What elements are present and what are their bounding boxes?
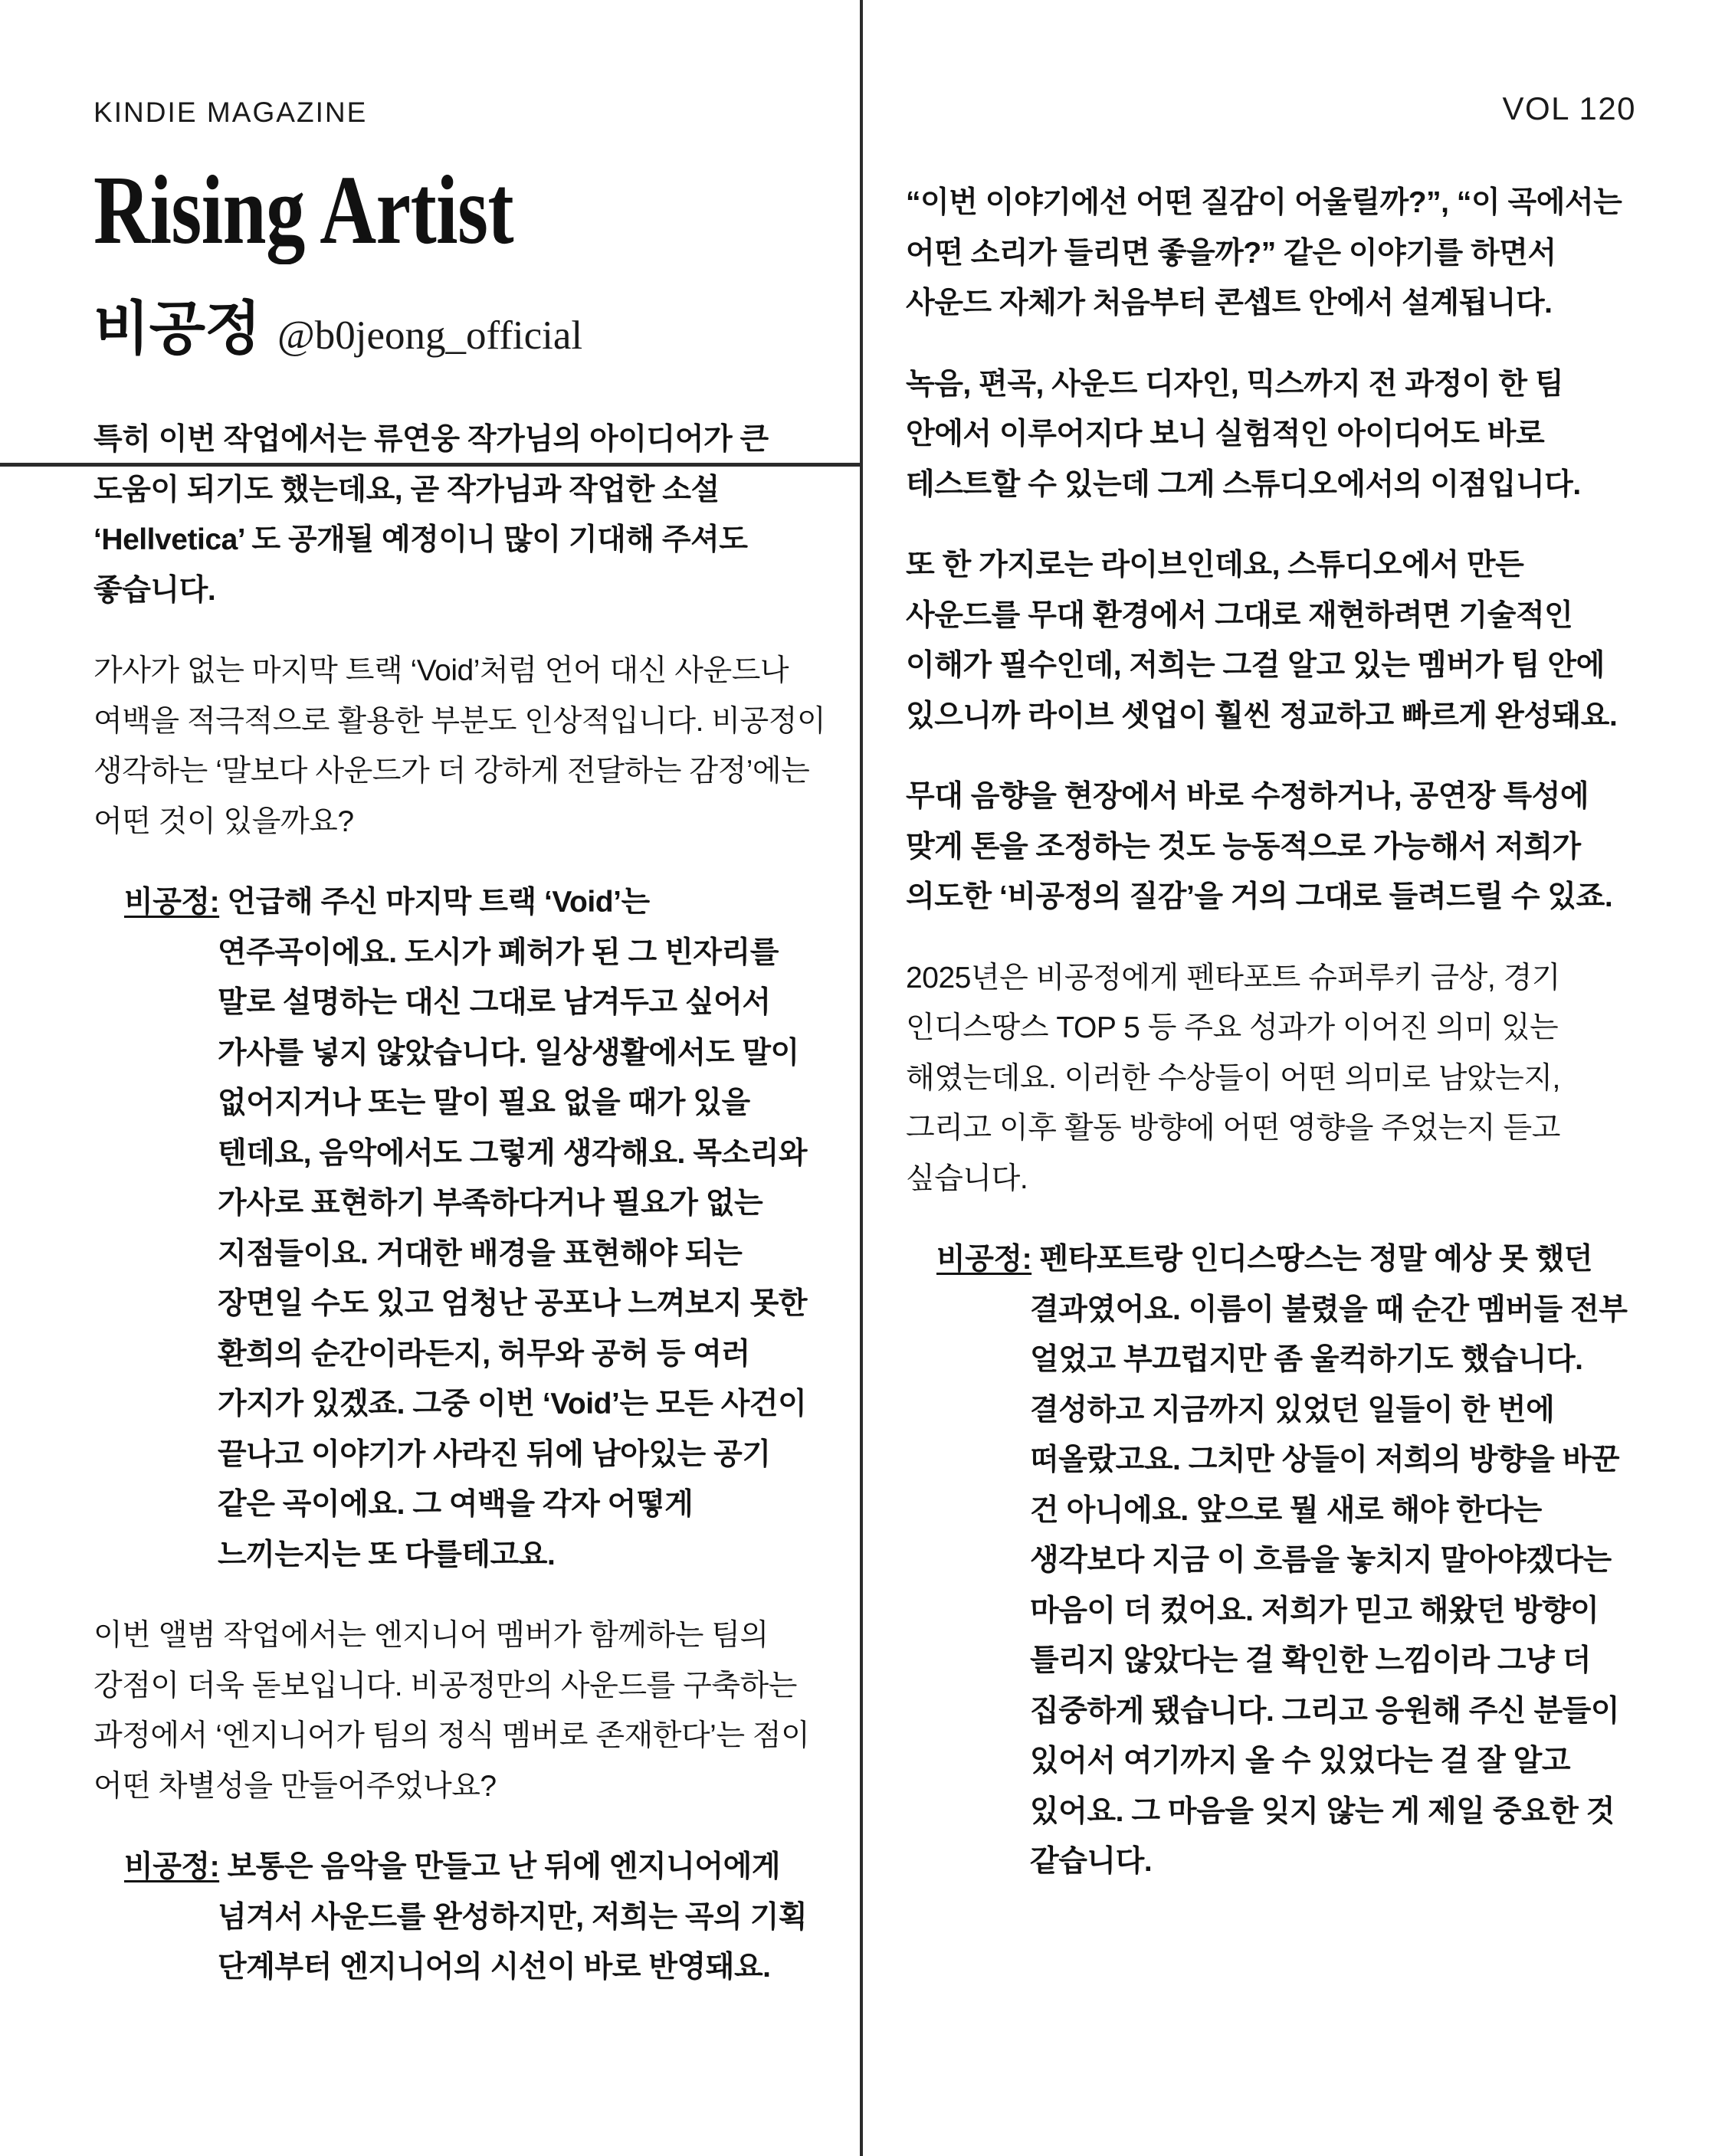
interview-answer: 비공정: 언급해 주신 마지막 트랙 ‘Void’는 연주곡이에요. 도시가 폐허가 된 그 빈자리를 말로 설명하는 대신 그대로 남겨두고 싶어서 가사를 넣지 않았습니다. 일상생활에서도 말이 없어지거나 또는 말이 필요 없을 때가 있을 텐데요, 음악에서도 그렇게 생각해요. 목소리와 가사로 표현하기 부족하다거나 필요가 없는 지점들이요. 거대한 배경을 표현해야 되는 장면일 수도 있고 엄청난 공포나 느껴보지 못한 환희의 순간이라든지, 허무와 공허 등 여러 가지가 있겠죠. 그중 이번 ‘Void’는 모든 사건이 끝나고 이야기가 사라진 뒤에 남아있는 공기 같은 곡이에요. 그 여백을 각자 어떻게 느끼는지는 또 다를테고요. bbox=[124, 886, 808, 1571]
interview-answer: “이번 이야기에선 어떤 질감이 어울릴까?”, “이 곡에서는 어떤 소리가 들리면 좋을까?” 같은 이야기를 하면서 사운드 자체가 처음부터 콘셉트 안에서 설계됩니다. bbox=[906, 186, 1622, 320]
interview-answer: 비공정: 펜타포트랑 인디스땅스는 정말 예상 못 했던 결과였어요. 이름이 불렸을 때 순간 멤버들 전부 얼었고 부끄럽지만 좀 울컥하기도 했습니다. 결성하고 지금까지 있었던 일들이 한 번에 떠올랐고요. 그치만 상들이 저희의 방향을 바꾼 건 아니에요. 앞으로 뭘 새로 해야 한다는 생각보다 지금 이 흐름을 놓치지 말아야겠다는 마음이 더 컸어요. 저희가 믿고 해왔던 방향이 틀리지 않았다는 걸 확인한 느낌이라 그냥 더 집중하게 됐습니다. 그리고 응원해 주신 분들이 있어서 여기까지 올 수 있었다는 걸 잘 알고 있어요. 그 마음을 잊지 않는 게 제일 중요한 것 같습니다. bbox=[936, 1243, 1628, 1879]
left-column-body bbox=[93, 414, 829, 1993]
speaker-label: 비공정: bbox=[124, 1850, 220, 1884]
interview-answer: 또 한 가지로는 라이브인데요, 스튜디오에서 만든 사운드를 무대 환경에서 그대로 재현하려면 기술적인 이해가 필수인데, 저희는 그걸 알고 있는 멤버가 팀 안에 있으니까 라이브 셋업이 훨씬 정교하고 빠르게 완성돼요. bbox=[906, 549, 1618, 732]
right-column bbox=[860, 0, 1725, 2156]
right-column-body bbox=[906, 178, 1636, 1887]
interview-question: 2025년은 비공정에게 펜타포트 슈퍼루키 금상, 경기 인디스땅스 TOP 5 등 주요 성과가 이어진 의미 있는 해였는데요. 이러한 수상들이 어떤 의미로 남았는지, 그리고 이후 활동 방향에 어떤 영향을 주었는지 듣고 싶습니다. bbox=[906, 961, 1561, 1195]
interview-answer: 녹음, 편곡, 사운드 디자인, 믹스까지 전 과정이 한 팀 안에서 이루어지다 보니 실험적인 아이디어도 바로 테스트할 수 있는데 그게 스튜디오에서의 이점입니다. bbox=[906, 367, 1581, 501]
page-title: Rising Artist bbox=[93, 156, 514, 264]
speaker-label: 비공정: bbox=[936, 1243, 1032, 1276]
interview-question: 가사가 없는 마지막 트랙 ‘Void’처럼 언어 대신 사운드나 여백을 적극적으로 활용한 부분도 인상적입니다. 비공정이 생각하는 ‘말보다 사운드가 더 강하게 전달하는 감정’에는 어떤 것이 있을까요? bbox=[93, 654, 826, 838]
artist-name: 비공정 bbox=[93, 297, 261, 362]
left-column bbox=[0, 0, 860, 2156]
interview-answer: 비공정: 보통은 음악을 만들고 난 뒤에 엔지니어에게 넘겨서 사운드를 완성하지만, 저희는 곡의 기획 단계부터 엔지니어의 시선이 바로 반영돼요. bbox=[124, 1850, 808, 1984]
speaker-label: 비공정: bbox=[124, 886, 220, 919]
volume-number: VOL 120 bbox=[1502, 90, 1636, 126]
artist-handle: @b0jeong_official bbox=[277, 313, 583, 358]
artist-byline bbox=[93, 282, 829, 365]
publication-name: KINDIE MAGAZINE bbox=[93, 97, 368, 128]
interview-answer: 특히 이번 작업에서는 류연웅 작가님의 아이디어가 큰 도움이 되기도 했는데요, 곧 작가님과 작업한 소설 ‘Hellvetica’ 도 공개될 예정이니 많이 기대해 주셔도 좋습니다. bbox=[93, 423, 769, 607]
interview-answer: 무대 음향을 현장에서 바로 수정하거나, 공연장 특성에 맞게 톤을 조정하는 것도 능동적으로 가능해서 저희가 의도한 ‘비공정의 질감’을 거의 그대로 들려드릴 수 있죠. bbox=[906, 780, 1613, 914]
interview-question: 이번 앨범 작업에서는 엔지니어 멤버가 함께하는 팀의 강점이 더욱 돋보입니다. 비공정만의 사운드를 구축하는 과정에서 ‘엔지니어가 팀의 정식 멤버로 존재한다’는 점이 어떤 차별성을 만들어주었나요? bbox=[93, 1619, 810, 1803]
